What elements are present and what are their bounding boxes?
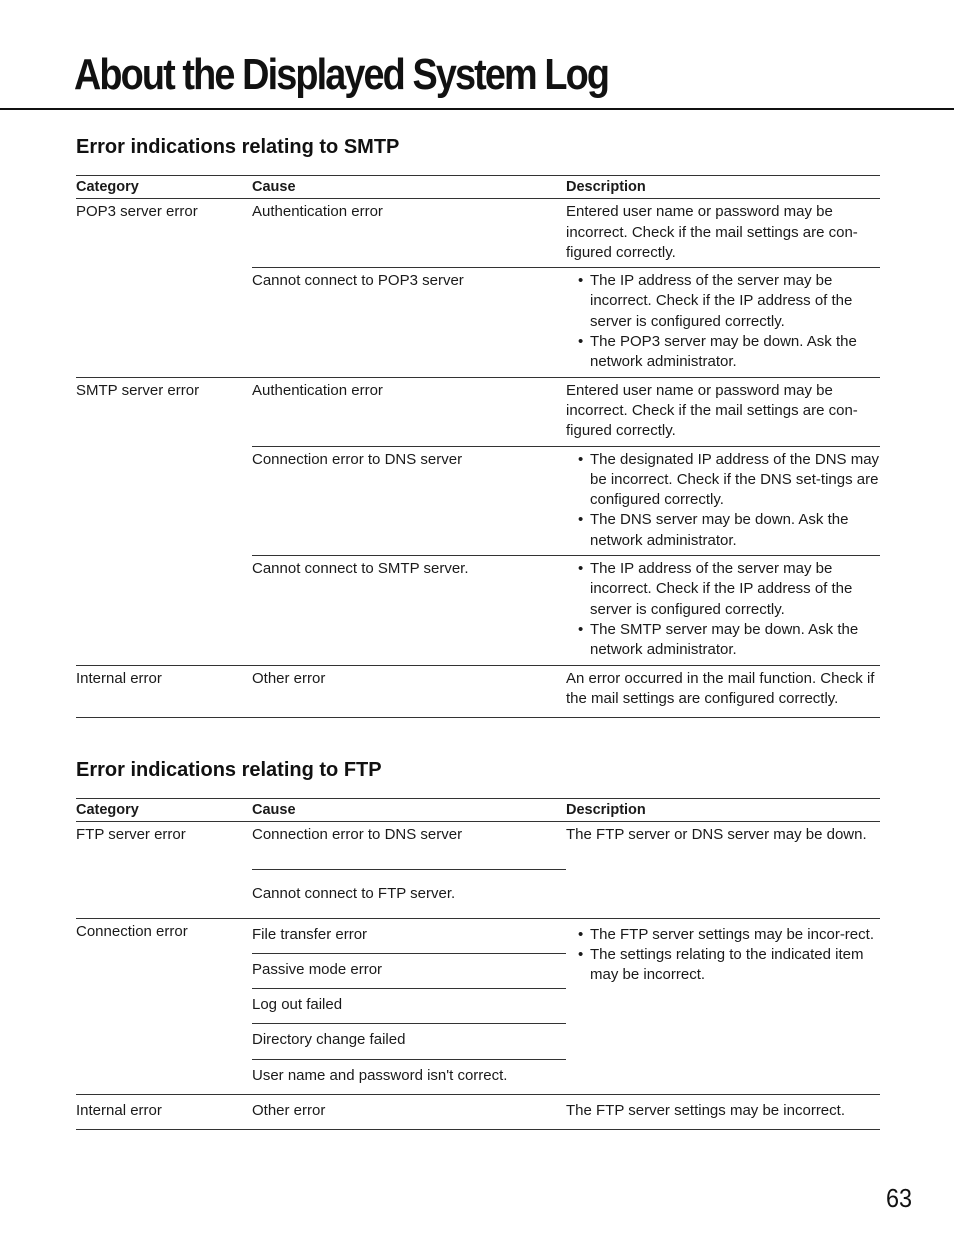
cause-cell: Passive mode error (252, 953, 566, 988)
table-header-row (76, 176, 880, 199)
ftp-section-heading: Error indications relating to FTP (76, 759, 382, 781)
column-header-category: Category (76, 176, 252, 199)
bullet-item: • The FTP server settings may be incor-rect. (590, 925, 880, 945)
cause-cell: Other error (252, 665, 566, 718)
ftp-error-table (76, 798, 880, 1130)
description-cell (566, 918, 880, 1094)
category-cell: POP3 server error (76, 199, 252, 377)
bullet-item: • The DNS server may be down. Ask the network administrator. (590, 510, 880, 551)
category-cell: Internal error (76, 665, 252, 718)
cause-cell: Cannot connect to FTP server. (252, 870, 566, 918)
description-cell: An error occurred in the mail function. Check if the mail settings are configured correctly. (566, 665, 880, 718)
cause-cell: Authentication error (252, 199, 566, 268)
smtp-error-table (76, 175, 880, 718)
column-header-description: Description (566, 799, 880, 822)
description-cell (566, 446, 880, 555)
bullet-item: • The designated IP address of the DNS may be incorrect. Check if the DNS set-tings are configured correctly. (590, 450, 880, 511)
smtp-section-heading: Error indications relating to SMTP (76, 136, 400, 158)
title-rule (0, 108, 954, 110)
category-cell: FTP server error (76, 822, 252, 918)
page-number: 63 (886, 1183, 913, 1213)
column-header-category: Category (76, 799, 252, 822)
column-header-description: Description (566, 176, 880, 199)
bullet-item: • The IP address of the server may be incorrect. Check if the IP address of the server is configured correctly. (590, 559, 880, 620)
cause-cell: Connection error to DNS server (252, 446, 566, 555)
description-cell (566, 556, 880, 665)
cause-cell: Log out failed (252, 989, 566, 1024)
table-row (76, 665, 880, 718)
description-cell: The FTP server or DNS server may be down. (566, 822, 880, 918)
cause-cell: Cannot connect to POP3 server (252, 268, 566, 377)
bullet-item: • The SMTP server may be down. Ask the network administrator. (590, 620, 880, 661)
table-header-row (76, 799, 880, 822)
table-row (76, 199, 880, 268)
description-cell (566, 268, 880, 377)
table-row (76, 377, 880, 446)
description-cell: Entered user name or password may be incorrect. Check if the mail settings are con-figured correctly. (566, 377, 880, 446)
cause-cell: Directory change failed (252, 1024, 566, 1059)
bullet-item: • The POP3 server may be down. Ask the network administrator. (590, 332, 880, 373)
column-header-cause: Cause (252, 176, 566, 199)
bullet-item: • The settings relating to the indicated item may be incorrect. (590, 945, 880, 986)
cause-cell: Other error (252, 1095, 566, 1130)
category-cell: Internal error (76, 1095, 252, 1130)
cause-cell: Cannot connect to SMTP server. (252, 556, 566, 665)
table-row (76, 918, 880, 953)
description-cell: Entered user name or password may be incorrect. Check if the mail settings are con-figured correctly. (566, 199, 880, 268)
category-cell: SMTP server error (76, 377, 252, 665)
cause-cell: User name and password isn't correct. (252, 1059, 566, 1094)
category-cell: Connection error (76, 918, 252, 1094)
cause-cell: Connection error to DNS server (252, 822, 566, 870)
bullet-item: • The IP address of the server may be incorrect. Check if the IP address of the server is configured correctly. (590, 271, 880, 332)
cause-cell: File transfer error (252, 918, 566, 953)
table-row (76, 1095, 880, 1130)
page-title: About the Displayed System Log (74, 50, 609, 99)
column-header-cause: Cause (252, 799, 566, 822)
cause-cell: Authentication error (252, 377, 566, 446)
description-cell: The FTP server settings may be incorrect. (566, 1095, 880, 1130)
table-row (76, 822, 880, 870)
